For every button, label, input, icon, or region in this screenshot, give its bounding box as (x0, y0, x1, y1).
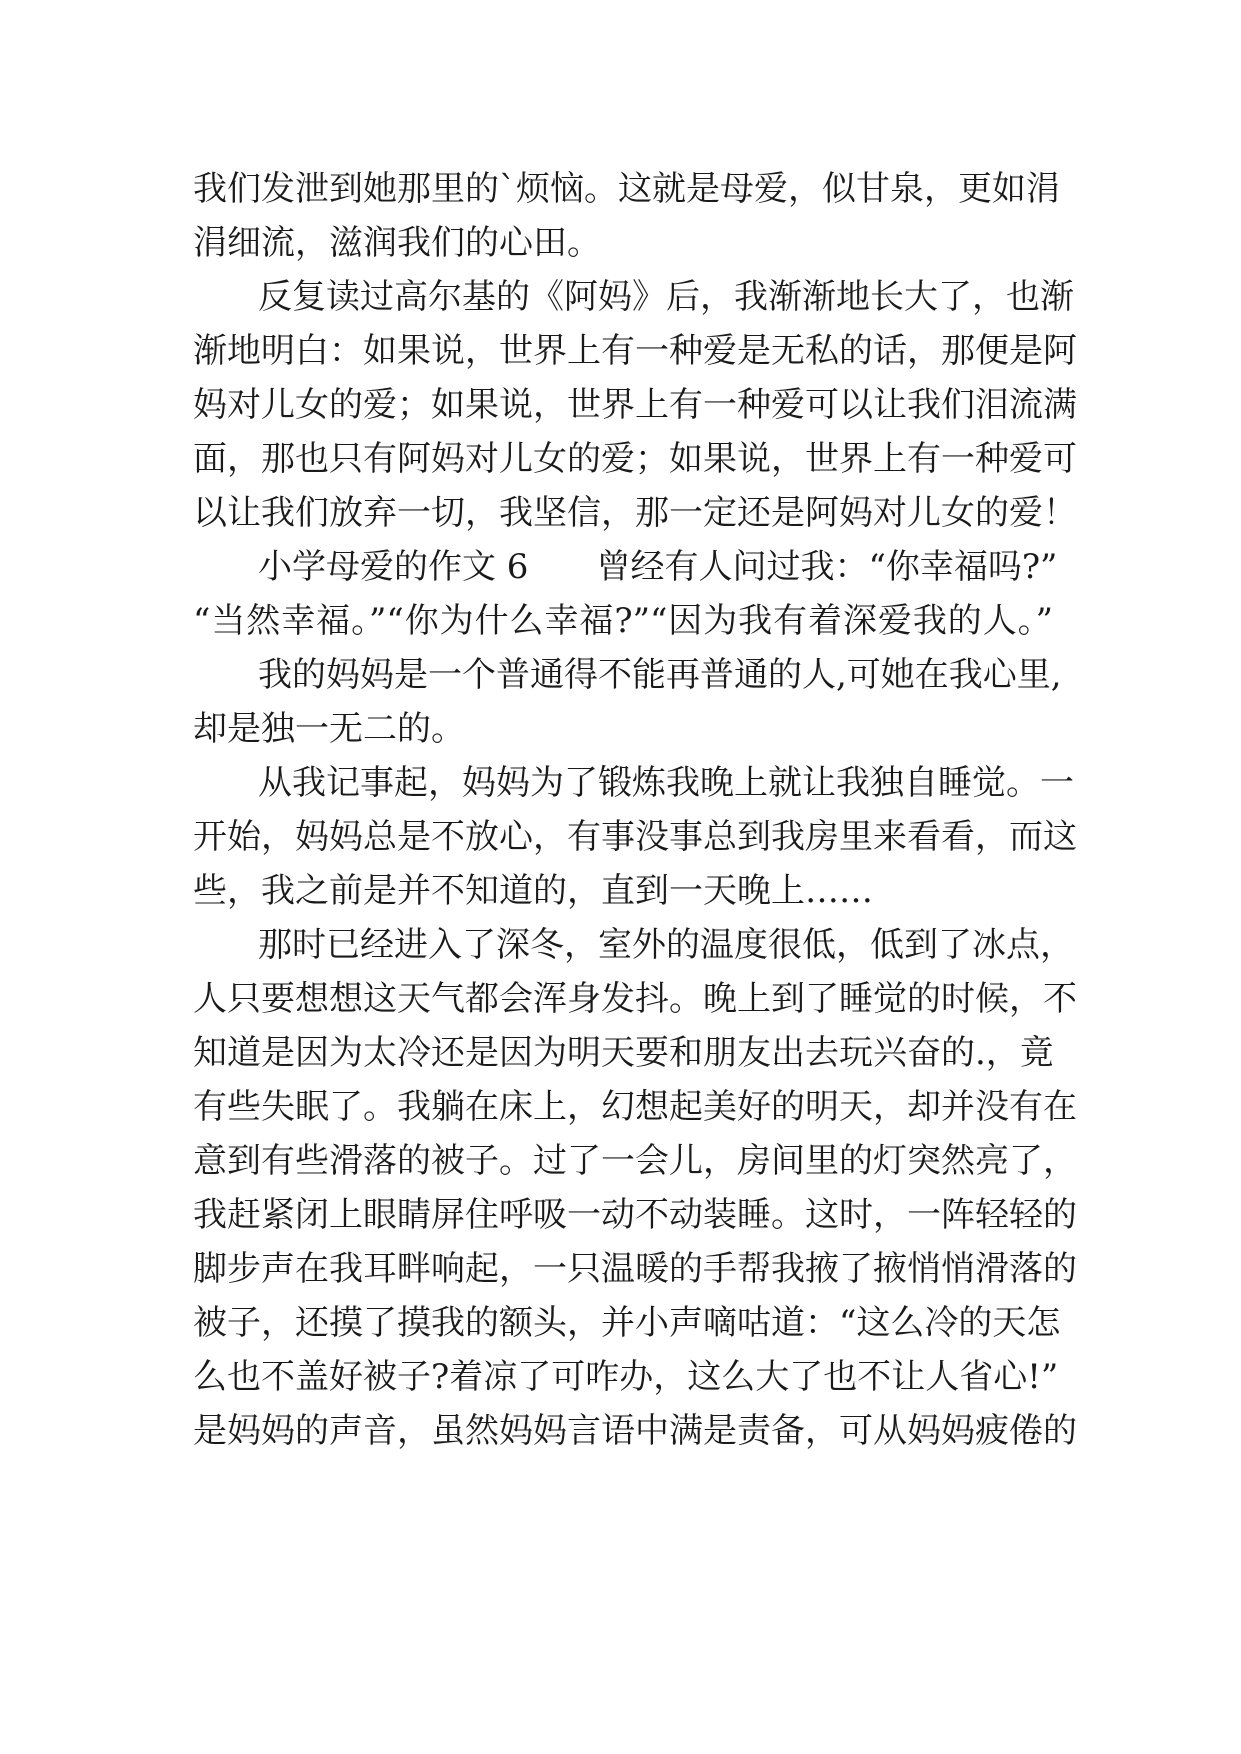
text-line: 是妈妈的声音，虽然妈妈言语中满是责备，可从妈妈疲倦的 (193, 1411, 1077, 1451)
paragraph-first-line: 那时已经进入了深冬，室外的温度很低，低到了冰点， (258, 925, 1074, 965)
text-line: 被子，还摸了摸我的额头，并小声嘀咕道：“这么冷的天怎 (193, 1303, 1061, 1343)
text-line: 有些失眠了。我躺在床上，幻想起美好的明天，却并没有在 (193, 1087, 1077, 1127)
text-line: 人只要想想这天气都会浑身发抖。晚上到了睡觉的时候，不 (193, 979, 1077, 1019)
text-line: “当然幸福。”“你为什么幸福?”“因为我有着深爱我的人。” (193, 601, 1053, 641)
text-line: 渐地明白：如果说，世界上有一种爱是无私的话，那便是阿 (193, 331, 1077, 371)
text-line: 涓细流，滋润我们的心田。 (193, 223, 601, 263)
text-line: 以让我们放弃一切，我坚信，那一定还是阿妈对儿女的爱！ (193, 493, 1077, 533)
text-line: 却是独一无二的。 (193, 709, 465, 749)
text-line: 意到有些滑落的被子。过了一会儿，房间里的灯突然亮了， (193, 1141, 1077, 1181)
text-line: 面，那也只有阿妈对儿女的爱；如果说，世界上有一种爱可 (193, 439, 1077, 479)
text-line: 我赶紧闭上眼睛屏住呼吸一动不动装睡。这时，一阵轻轻的 (193, 1195, 1077, 1235)
section-heading-line: 小学母爱的作文 6 曾经有人问过我：“你幸福吗?” (258, 547, 1058, 587)
paragraph-first-line: 从我记事起，妈妈为了锻炼我晚上就让我独自睡觉。一 (258, 763, 1074, 803)
text-line: 我们发泄到她那里的`烦恼。这就是母爱，似甘泉，更如涓 (193, 169, 1060, 209)
text-line: 么也不盖好被子?着凉了可咋办，这么大了也不让人省心!” (193, 1357, 1059, 1397)
paragraph-first-line: 反复读过高尔基的《阿妈》后，我渐渐地长大了，也渐 (258, 277, 1074, 317)
text-line: 脚步声在我耳畔响起，一只温暖的手帮我掖了掖悄悄滑落的 (193, 1249, 1077, 1289)
text-line: 些，我之前是并不知道的，直到一天晚上…… (193, 871, 873, 911)
text-line: 妈对儿女的爱；如果说，世界上有一种爱可以让我们泪流满 (193, 385, 1077, 425)
text-line: 知道是因为太冷还是因为明天要和朋友出去玩兴奋的.，竟 (193, 1033, 1054, 1073)
text-line: 开始，妈妈总是不放心，有事没事总到我房里来看看，而这 (193, 817, 1077, 857)
paragraph-first-line: 我的妈妈是一个普通得不能再普通的人,可她在我心里, (258, 655, 1062, 695)
